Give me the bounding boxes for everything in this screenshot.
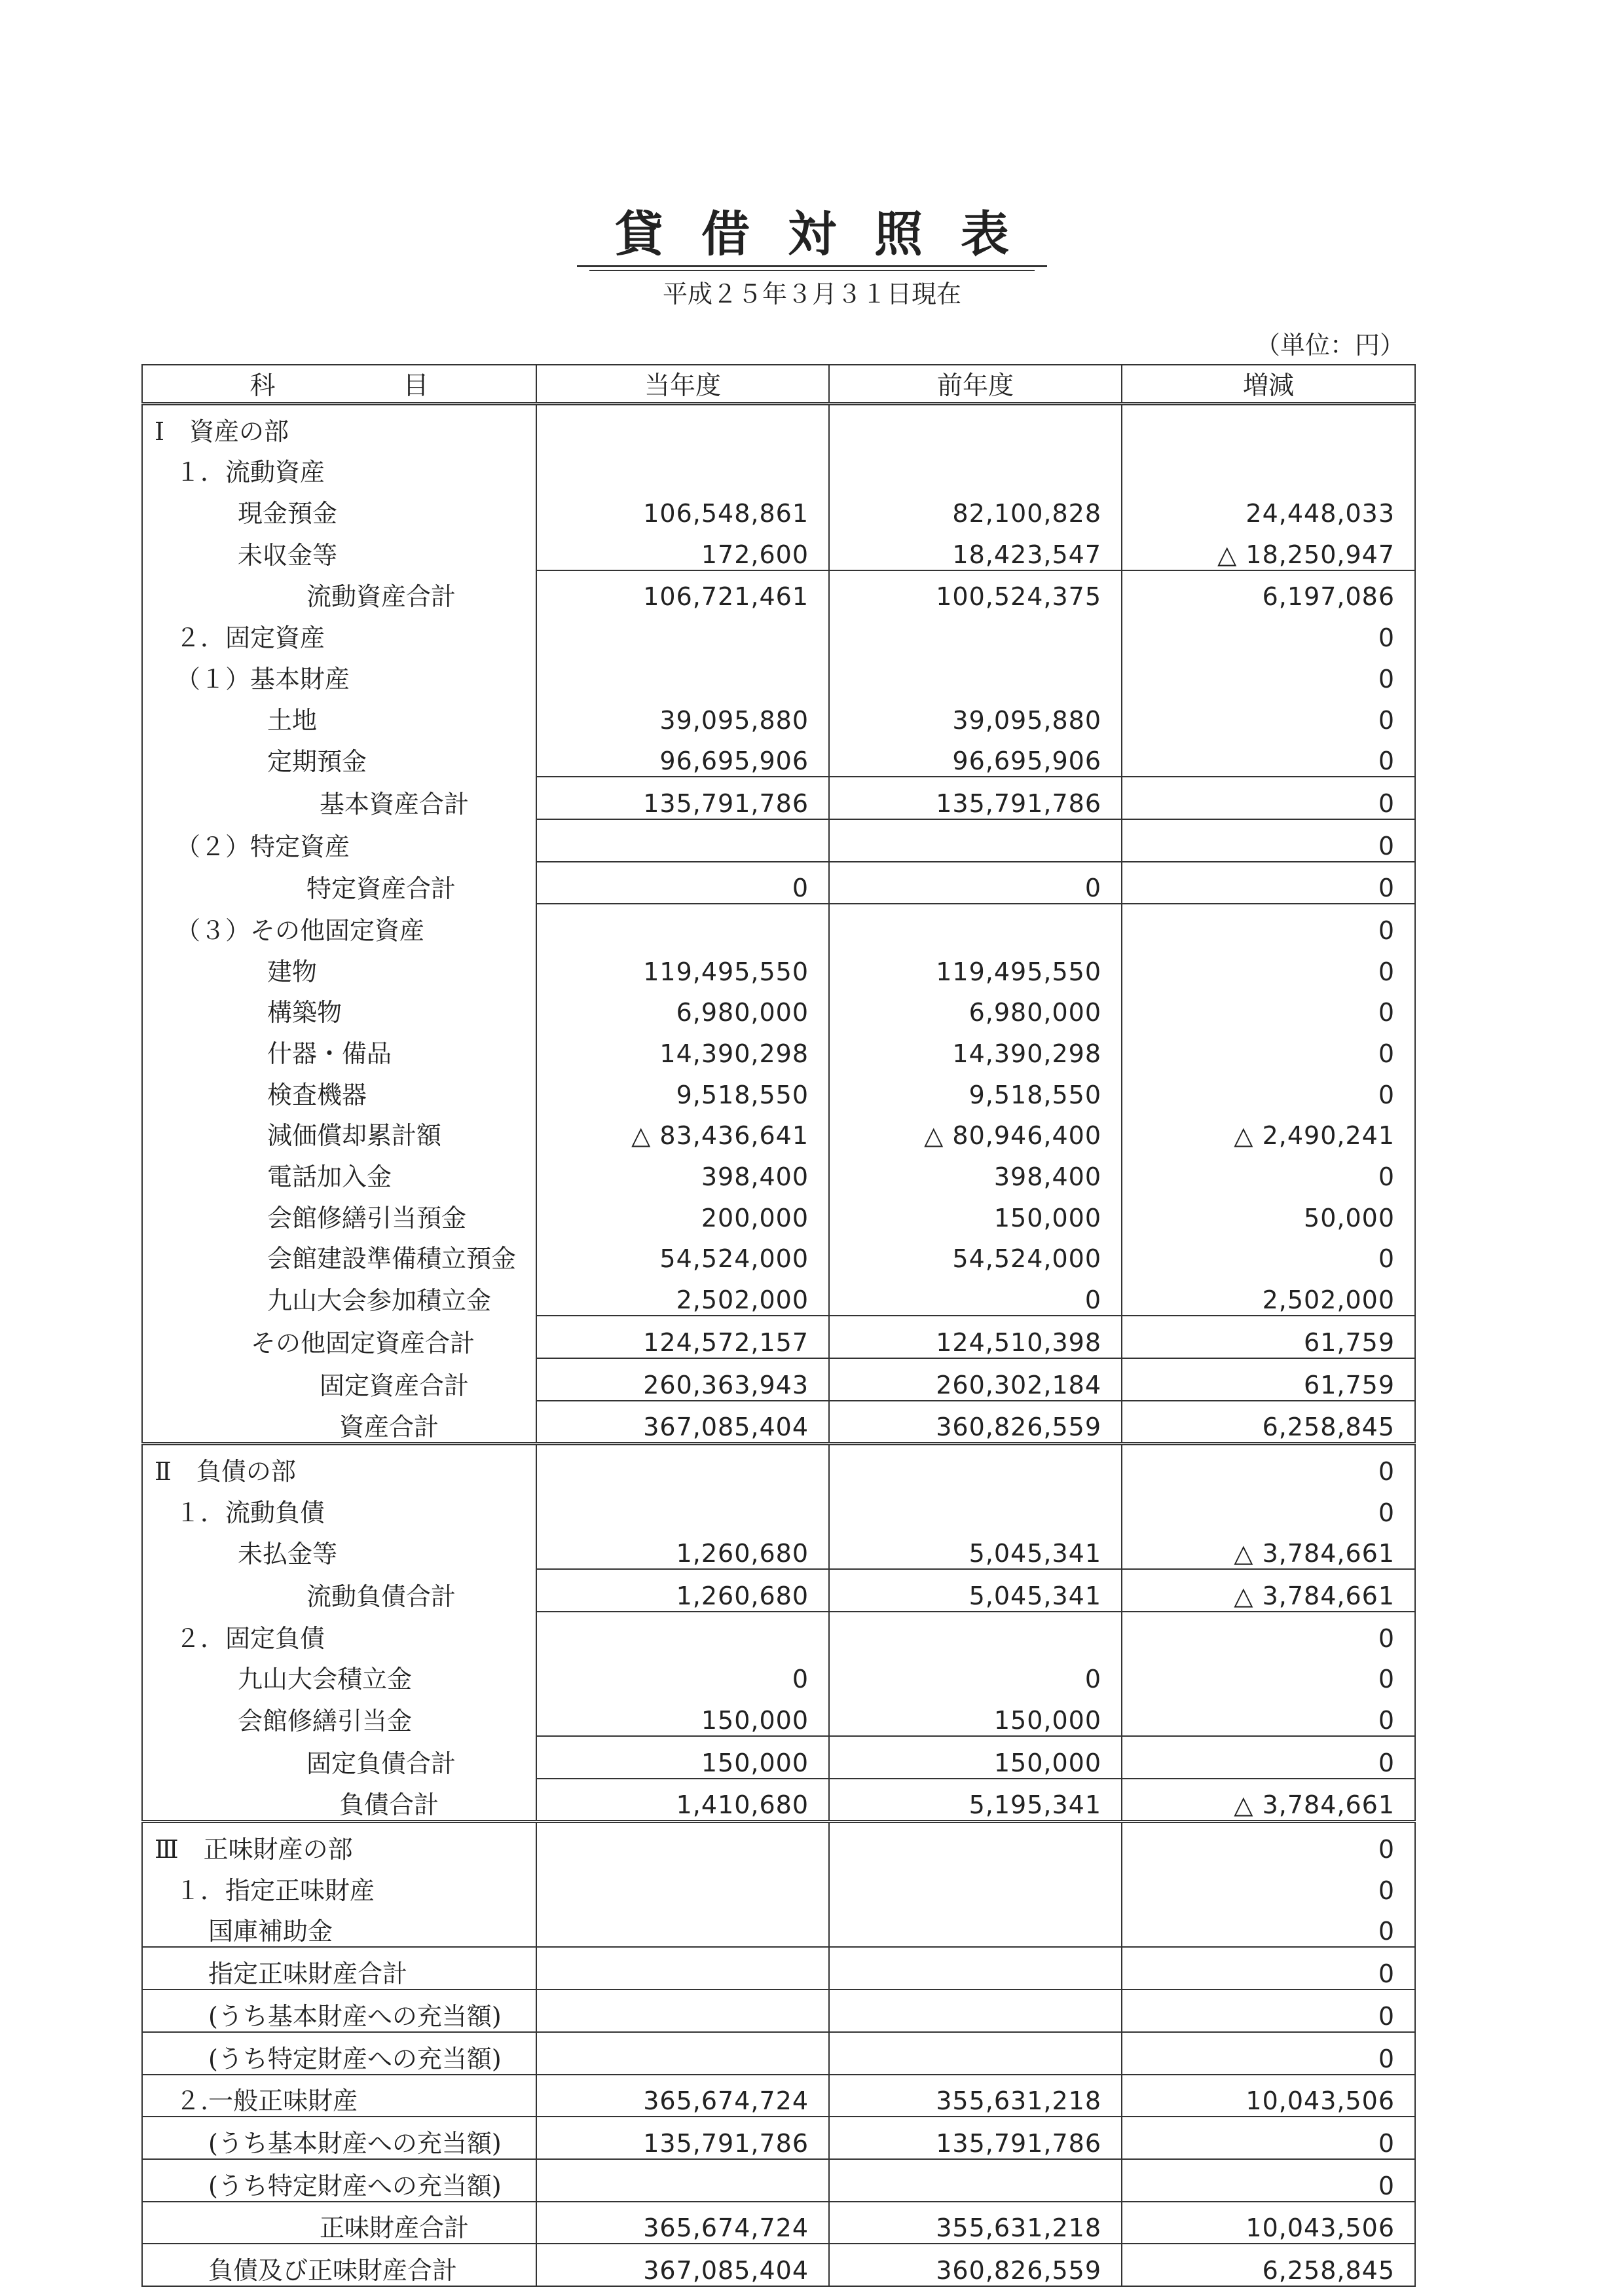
- account-name-cell: 会館修繕引当金: [142, 1694, 536, 1736]
- change-cell: 0: [1122, 1694, 1415, 1736]
- previous-year-cell: [829, 904, 1122, 946]
- change-cell: 6,258,845: [1122, 1401, 1415, 1444]
- current-year-cell: [536, 1906, 829, 1948]
- table-row: [142, 2159, 1415, 2202]
- table-row: [142, 2032, 1415, 2075]
- change-cell: 0: [1122, 1487, 1415, 1528]
- table-row: [142, 528, 1415, 570]
- current-year-cell: [536, 1487, 829, 1528]
- table-row: [142, 1233, 1415, 1274]
- change-cell: 0: [1122, 653, 1415, 694]
- current-year-cell: [536, 1990, 829, 2032]
- account-name-cell: 検査機器: [142, 1069, 536, 1110]
- change-cell: 61,759: [1122, 1358, 1415, 1401]
- previous-year-cell: [829, 1947, 1122, 1990]
- current-year-cell: 135,791,786: [536, 777, 829, 819]
- current-year-cell: 6,980,000: [536, 987, 829, 1028]
- change-cell: [1122, 447, 1415, 488]
- previous-year-cell: [829, 447, 1122, 488]
- current-year-cell: [536, 1947, 829, 1990]
- current-year-cell: [536, 1444, 829, 1487]
- balance-sheet-table: [141, 364, 1416, 2287]
- table-row: [142, 2244, 1415, 2286]
- account-name-cell: 未払金等: [142, 1528, 536, 1570]
- account-name-cell: （２）特定資産: [142, 819, 536, 862]
- account-name-cell: 定期預金: [142, 735, 536, 777]
- current-year-cell: 106,721,461: [536, 570, 829, 612]
- current-year-cell: 1,260,680: [536, 1528, 829, 1570]
- account-name-cell: 固定資産合計: [142, 1358, 536, 1401]
- account-name-cell: (うち特定財産への充当額): [142, 2159, 536, 2202]
- table-row: [142, 1822, 1415, 1864]
- previous-year-cell: 355,631,218: [829, 2202, 1122, 2244]
- as-of-date: 平成２５年３月３１日現在: [662, 280, 961, 309]
- table-row: [142, 1358, 1415, 1401]
- account-name-cell: 会館修繕引当預金: [142, 1192, 536, 1233]
- account-name-cell: 土地: [142, 694, 536, 735]
- previous-year-cell: 54,524,000: [829, 1233, 1122, 1274]
- current-year-cell: [536, 612, 829, 653]
- account-name-cell: 流動資産合計: [142, 570, 536, 612]
- change-cell: 0: [1122, 946, 1415, 987]
- current-year-cell: 96,695,906: [536, 735, 829, 777]
- table-row: [142, 1069, 1415, 1110]
- previous-year-cell: [829, 1822, 1122, 1864]
- table-row: [142, 735, 1415, 777]
- account-name-cell: 九山大会参加積立金: [142, 1274, 536, 1316]
- current-year-cell: 135,791,786: [536, 2117, 829, 2159]
- account-name-cell: １．流動負債: [142, 1487, 536, 1528]
- account-name-cell: 基本資産合計: [142, 777, 536, 819]
- table-row: [142, 1694, 1415, 1736]
- previous-year-cell: 119,495,550: [829, 946, 1122, 987]
- previous-year-cell: [829, 2032, 1122, 2075]
- account-name-cell: 会館建設準備積立預金: [142, 1233, 536, 1274]
- account-name-cell: ２．固定資産: [142, 612, 536, 653]
- current-year-cell: 39,095,880: [536, 694, 829, 735]
- change-cell: 6,197,086: [1122, 570, 1415, 612]
- current-year-cell: [536, 404, 829, 447]
- change-cell: 0: [1122, 1654, 1415, 1695]
- current-year-cell: 150,000: [536, 1694, 829, 1736]
- change-cell: 0: [1122, 1906, 1415, 1948]
- account-name-cell: Ⅰ 資産の部: [142, 404, 536, 447]
- table-row: [142, 1569, 1415, 1612]
- title-underline: [589, 270, 1035, 271]
- previous-year-cell: 96,695,906: [829, 735, 1122, 777]
- previous-year-cell: 150,000: [829, 1736, 1122, 1779]
- previous-year-cell: 135,791,786: [829, 2117, 1122, 2159]
- previous-year-cell: 9,518,550: [829, 1069, 1122, 1110]
- change-cell: △ 18,250,947: [1122, 528, 1415, 570]
- change-cell: 0: [1122, 819, 1415, 862]
- table-row: [142, 612, 1415, 653]
- previous-year-cell: 100,524,375: [829, 570, 1122, 612]
- account-name-cell: 負債及び正味財産合計: [142, 2244, 536, 2286]
- change-cell: 0: [1122, 2117, 1415, 2159]
- change-cell: 24,448,033: [1122, 487, 1415, 528]
- previous-year-cell: [829, 1487, 1122, 1528]
- account-name-cell: 特定資産合計: [142, 862, 536, 904]
- change-cell: 50,000: [1122, 1192, 1415, 1233]
- current-year-cell: [536, 1612, 829, 1654]
- change-cell: 10,043,506: [1122, 2202, 1415, 2244]
- change-cell: 0: [1122, 735, 1415, 777]
- previous-year-cell: 398,400: [829, 1151, 1122, 1192]
- header-current-year: 当年度: [536, 365, 829, 404]
- table-row: [142, 2202, 1415, 2244]
- previous-year-cell: [829, 2159, 1122, 2202]
- previous-year-cell: [829, 653, 1122, 694]
- table-row: [142, 1316, 1415, 1358]
- table-row: [142, 1612, 1415, 1654]
- table-row: [142, 1444, 1415, 1487]
- table-row: [142, 904, 1415, 946]
- document-title: 貸借対照表: [577, 208, 1047, 267]
- previous-year-cell: 124,510,398: [829, 1316, 1122, 1358]
- account-name-cell: （３）その他固定資産: [142, 904, 536, 946]
- previous-year-cell: 82,100,828: [829, 487, 1122, 528]
- table-row: [142, 1736, 1415, 1779]
- table-row: [142, 653, 1415, 694]
- previous-year-cell: 0: [829, 862, 1122, 904]
- table-row: [142, 1906, 1415, 1948]
- current-year-cell: [536, 1864, 829, 1906]
- change-cell: 2,502,000: [1122, 1274, 1415, 1316]
- table-row: [142, 1864, 1415, 1906]
- account-name-cell: (うち基本財産への充当額): [142, 2117, 536, 2159]
- change-cell: 0: [1122, 612, 1415, 653]
- current-year-cell: 367,085,404: [536, 2244, 829, 2286]
- account-name-cell: その他固定資産合計: [142, 1316, 536, 1358]
- account-name-cell: 建物: [142, 946, 536, 987]
- change-cell: 61,759: [1122, 1316, 1415, 1358]
- table-row: [142, 1779, 1415, 1822]
- table-row: [142, 1274, 1415, 1316]
- previous-year-cell: 14,390,298: [829, 1028, 1122, 1069]
- previous-year-cell: 0: [829, 1654, 1122, 1695]
- change-cell: 0: [1122, 1990, 1415, 2032]
- table-row: [142, 447, 1415, 488]
- account-name-cell: Ⅱ 負債の部: [142, 1444, 536, 1487]
- previous-year-cell: 18,423,547: [829, 528, 1122, 570]
- account-name-cell: ２．固定負債: [142, 1612, 536, 1654]
- account-name-cell: 構築物: [142, 987, 536, 1028]
- current-year-cell: [536, 904, 829, 946]
- current-year-cell: 172,600: [536, 528, 829, 570]
- current-year-cell: 1,410,680: [536, 1779, 829, 1822]
- change-cell: 0: [1122, 904, 1415, 946]
- change-cell: 6,258,845: [1122, 2244, 1415, 2286]
- previous-year-cell: 135,791,786: [829, 777, 1122, 819]
- table-row: [142, 1110, 1415, 1151]
- previous-year-cell: [829, 1444, 1122, 1487]
- previous-year-cell: [829, 1906, 1122, 1948]
- table-row: [142, 987, 1415, 1028]
- current-year-cell: [536, 1822, 829, 1864]
- table-row: [142, 1028, 1415, 1069]
- table-row: [142, 570, 1415, 612]
- account-name-cell: １．指定正味財産: [142, 1864, 536, 1906]
- change-cell: 0: [1122, 1864, 1415, 1906]
- account-name-cell: １．流動資産: [142, 447, 536, 488]
- previous-year-cell: △ 80,946,400: [829, 1110, 1122, 1151]
- table-row: [142, 819, 1415, 862]
- change-cell: 10,043,506: [1122, 2075, 1415, 2117]
- previous-year-cell: [829, 1990, 1122, 2032]
- account-name-cell: 未収金等: [142, 528, 536, 570]
- account-name-cell: 電話加入金: [142, 1151, 536, 1192]
- change-cell: 0: [1122, 1151, 1415, 1192]
- change-cell: 0: [1122, 1233, 1415, 1274]
- table-row: [142, 1487, 1415, 1528]
- header-row: [142, 365, 1415, 404]
- account-name-cell: 固定負債合計: [142, 1736, 536, 1779]
- current-year-cell: 9,518,550: [536, 1069, 829, 1110]
- previous-year-cell: 360,826,559: [829, 2244, 1122, 2286]
- account-name-cell: 指定正味財産合計: [142, 1947, 536, 1990]
- current-year-cell: 260,363,943: [536, 1358, 829, 1401]
- current-year-cell: △ 83,436,641: [536, 1110, 829, 1151]
- account-name-cell: 負債合計: [142, 1779, 536, 1822]
- header-previous-year: 前年度: [829, 365, 1122, 404]
- previous-year-cell: 39,095,880: [829, 694, 1122, 735]
- previous-year-cell: [829, 1864, 1122, 1906]
- table-row: [142, 1151, 1415, 1192]
- change-cell: 0: [1122, 987, 1415, 1028]
- current-year-cell: 365,674,724: [536, 2202, 829, 2244]
- previous-year-cell: 0: [829, 1274, 1122, 1316]
- title-block: [0, 208, 1624, 310]
- change-cell: 0: [1122, 777, 1415, 819]
- change-cell: 0: [1122, 694, 1415, 735]
- header-change: 増減: [1122, 365, 1415, 404]
- change-cell: 0: [1122, 1069, 1415, 1110]
- table-row: [142, 1990, 1415, 2032]
- change-cell: 0: [1122, 2159, 1415, 2202]
- account-name-cell: 流動負債合計: [142, 1569, 536, 1612]
- table-row: [142, 694, 1415, 735]
- current-year-cell: 398,400: [536, 1151, 829, 1192]
- current-year-cell: 119,495,550: [536, 946, 829, 987]
- current-year-cell: 150,000: [536, 1736, 829, 1779]
- account-name-cell: 九山大会積立金: [142, 1654, 536, 1695]
- account-name-cell: (うち特定財産への充当額): [142, 2032, 536, 2075]
- current-year-cell: [536, 447, 829, 488]
- table-row: [142, 2117, 1415, 2159]
- previous-year-cell: [829, 1612, 1122, 1654]
- change-cell: 0: [1122, 2032, 1415, 2075]
- previous-year-cell: 150,000: [829, 1192, 1122, 1233]
- previous-year-cell: 6,980,000: [829, 987, 1122, 1028]
- change-cell: [1122, 404, 1415, 447]
- current-year-cell: 0: [536, 1654, 829, 1695]
- previous-year-cell: 360,826,559: [829, 1401, 1122, 1444]
- change-cell: 0: [1122, 1444, 1415, 1487]
- current-year-cell: [536, 2032, 829, 2075]
- current-year-cell: 365,674,724: [536, 2075, 829, 2117]
- current-year-cell: 367,085,404: [536, 1401, 829, 1444]
- change-cell: △ 2,490,241: [1122, 1110, 1415, 1151]
- previous-year-cell: 150,000: [829, 1694, 1122, 1736]
- table-body: [142, 404, 1415, 2286]
- table-row: [142, 1528, 1415, 1570]
- unit-label: （単位：円）: [1255, 331, 1405, 360]
- current-year-cell: 200,000: [536, 1192, 829, 1233]
- account-name-cell: （１）基本財産: [142, 653, 536, 694]
- current-year-cell: 14,390,298: [536, 1028, 829, 1069]
- table-row: [142, 404, 1415, 447]
- account-name-cell: 正味財産合計: [142, 2202, 536, 2244]
- table-row: [142, 946, 1415, 987]
- account-name-cell: ２.一般正味財産: [142, 2075, 536, 2117]
- account-name-cell: (うち基本財産への充当額): [142, 1990, 536, 2032]
- current-year-cell: 54,524,000: [536, 1233, 829, 1274]
- change-cell: 0: [1122, 862, 1415, 904]
- table-row: [142, 2075, 1415, 2117]
- current-year-cell: 0: [536, 862, 829, 904]
- current-year-cell: 106,548,861: [536, 487, 829, 528]
- account-name-cell: Ⅲ 正味財産の部: [142, 1822, 536, 1864]
- previous-year-cell: 5,045,341: [829, 1569, 1122, 1612]
- change-cell: 0: [1122, 1736, 1415, 1779]
- header-account: 科 目: [142, 365, 536, 404]
- previous-year-cell: [829, 404, 1122, 447]
- current-year-cell: [536, 819, 829, 862]
- previous-year-cell: 355,631,218: [829, 2075, 1122, 2117]
- previous-year-cell: [829, 819, 1122, 862]
- table-row: [142, 1192, 1415, 1233]
- previous-year-cell: 260,302,184: [829, 1358, 1122, 1401]
- table-row: [142, 1654, 1415, 1695]
- account-name-cell: 国庫補助金: [142, 1906, 536, 1948]
- previous-year-cell: [829, 612, 1122, 653]
- current-year-cell: 124,572,157: [536, 1316, 829, 1358]
- change-cell: 0: [1122, 1947, 1415, 1990]
- account-name-cell: 資産合計: [142, 1401, 536, 1444]
- change-cell: 0: [1122, 1028, 1415, 1069]
- account-name-cell: 什器・備品: [142, 1028, 536, 1069]
- previous-year-cell: 5,195,341: [829, 1779, 1122, 1822]
- account-name-cell: 減価償却累計額: [142, 1110, 536, 1151]
- change-cell: 0: [1122, 1822, 1415, 1864]
- table-row: [142, 487, 1415, 528]
- change-cell: △ 3,784,661: [1122, 1569, 1415, 1612]
- current-year-cell: 2,502,000: [536, 1274, 829, 1316]
- change-cell: △ 3,784,661: [1122, 1528, 1415, 1570]
- table-row: [142, 1947, 1415, 1990]
- table-row: [142, 777, 1415, 819]
- change-cell: 0: [1122, 1612, 1415, 1654]
- account-name-cell: 現金預金: [142, 487, 536, 528]
- current-year-cell: 1,260,680: [536, 1569, 829, 1612]
- change-cell: △ 3,784,661: [1122, 1779, 1415, 1822]
- previous-year-cell: 5,045,341: [829, 1528, 1122, 1570]
- current-year-cell: [536, 2159, 829, 2202]
- table-row: [142, 1401, 1415, 1444]
- table-row: [142, 862, 1415, 904]
- current-year-cell: [536, 653, 829, 694]
